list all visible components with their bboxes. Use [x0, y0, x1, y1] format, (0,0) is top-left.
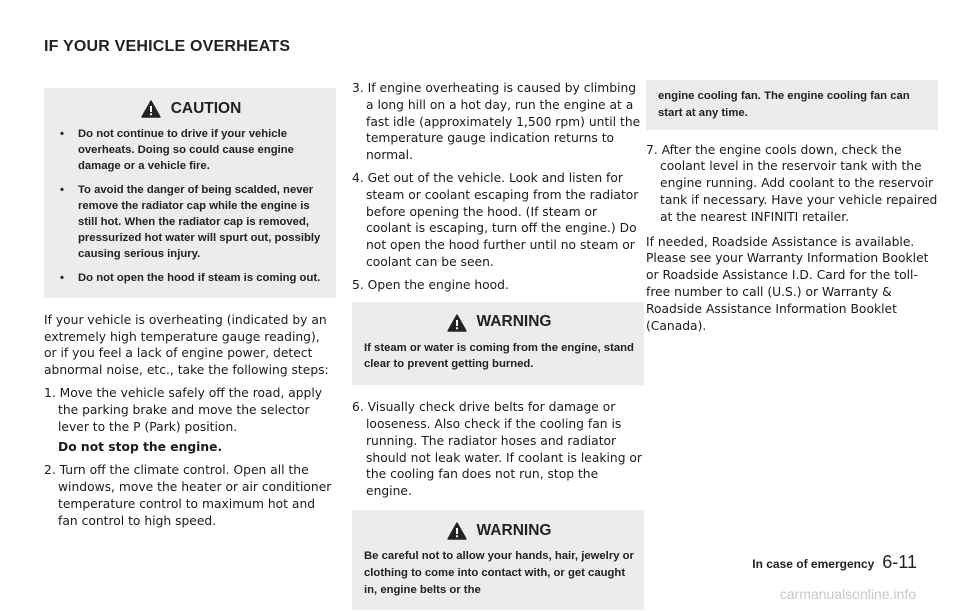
step-item — [44, 462, 336, 529]
watermark: carmanualsonline.info — [779, 586, 916, 602]
bullet: • — [60, 183, 64, 196]
step-text: 3. If engine overheating is caused by climbing a long hill on a hot day, run the engine at a fast idle (approximately 1,500 rpm) until the temperature gauge indication returns to normal. — [352, 81, 641, 163]
step-item — [352, 170, 644, 271]
step-text: 2. Turn off the climate control. Open all the windows, move the heater or air conditioner temperature control to maximum hot and fan control to high speed. — [44, 463, 332, 528]
warning-text: engine cooling fan. The engine cooling fan can start at any time. — [658, 90, 910, 119]
step-item — [44, 385, 336, 456]
caution-text: To avoid the danger of being scalded, never remove the radiator cap while the engine is still hot. When the radiator cap is removed, pressurized hot water will spurt out, possibly causing serious injury. — [78, 183, 321, 261]
caution-text: Do not open the hood if steam is coming out. — [78, 271, 321, 284]
step-item — [352, 399, 644, 500]
step-text: 7. After the engine cools down, check the coolant level in the reservoir tank with the engine running. Add coolant to the reservoir tank if necessary. Have your vehicle repaired at the nearest INFINITI retailer. — [646, 142, 938, 224]
steps-list-3 — [352, 399, 644, 500]
caution-box — [44, 88, 336, 298]
warning-box-1 — [352, 302, 644, 386]
steps-list-1 — [44, 385, 336, 529]
bullet: • — [60, 128, 64, 140]
bullet: • — [60, 271, 64, 284]
step-text: 6. Visually check drive belts for damage or looseness. Also check if the cooling fan is running. The radiator hoses and radiator should not leak water. If coolant is leaking or the cooling fan does not run, stop the engine. — [352, 400, 642, 499]
warning-header — [364, 520, 634, 548]
caution-list — [56, 126, 326, 286]
step-item — [352, 277, 644, 294]
page-footer — [752, 552, 917, 573]
warning-text: Be careful not to allow your hands, hair, jewelry or clothing to come into contact with, or get caught in, engine belts or the — [364, 549, 634, 596]
caution-heading: CAUTION — [170, 99, 242, 117]
column-3 — [646, 80, 938, 340]
step-text: 4. Get out of the vehicle. Look and listen for steam or coolant escaping from the radiator before opening the hood. (If steam or coolant is escaping, turn off the engine.) Do not open the hood further until no steam or coolant can be seen. — [352, 170, 639, 269]
warning-triangle-icon — [447, 314, 467, 332]
page-title: IF YOUR VEHICLE OVERHEATS — [44, 38, 291, 55]
section-name: In case of emergency — [752, 557, 875, 571]
column-2 — [352, 81, 644, 610]
closing-paragraph: If needed, Roadside Assistance is available. Please see your Warranty Information Booklet or Roadside Assistance I.D. Card for the toll-free number to call (U.S.) or Warranty & Roadside Assistance Information Booklet (Canada). — [646, 234, 929, 333]
warning-heading: WARNING — [476, 313, 552, 331]
warning-box-2 — [352, 510, 644, 610]
caution-header — [56, 98, 326, 126]
caution-text: Do not continue to drive if your vehicle overheats. Doing so could cause engine damage or a vehicle fire. — [78, 128, 294, 173]
steps-list-2 — [352, 80, 644, 294]
caution-item — [56, 126, 326, 175]
step-note: Do not stop the engine. — [58, 440, 223, 455]
step-text: 1. Move the vehicle safely off the road, apply the parking brake and move the selector lever to the P (Park) position. — [44, 386, 323, 434]
caution-item — [56, 182, 326, 263]
page-number: 6-11 — [882, 552, 917, 572]
intro-paragraph: If your vehicle is overheating (indicated by an extremely high temperature gauge reading), or if you feel a lack of engine power, detect abnormal noise, etc., take the following steps: — [44, 312, 329, 378]
warning-header — [364, 312, 634, 340]
warning-heading: WARNING — [476, 521, 552, 539]
warning-box-2-continued — [646, 80, 938, 130]
steps-list-4 — [646, 142, 938, 226]
column-1 — [44, 88, 336, 535]
step-text: 5. Open the engine hood. — [352, 277, 509, 292]
step-item — [352, 80, 644, 164]
warning-text: If steam or water is coming from the engine, stand clear to prevent getting burned. — [364, 341, 634, 371]
warning-triangle-icon — [141, 100, 161, 118]
caution-item — [56, 270, 326, 286]
warning-triangle-icon — [447, 522, 467, 540]
step-item — [646, 142, 938, 226]
